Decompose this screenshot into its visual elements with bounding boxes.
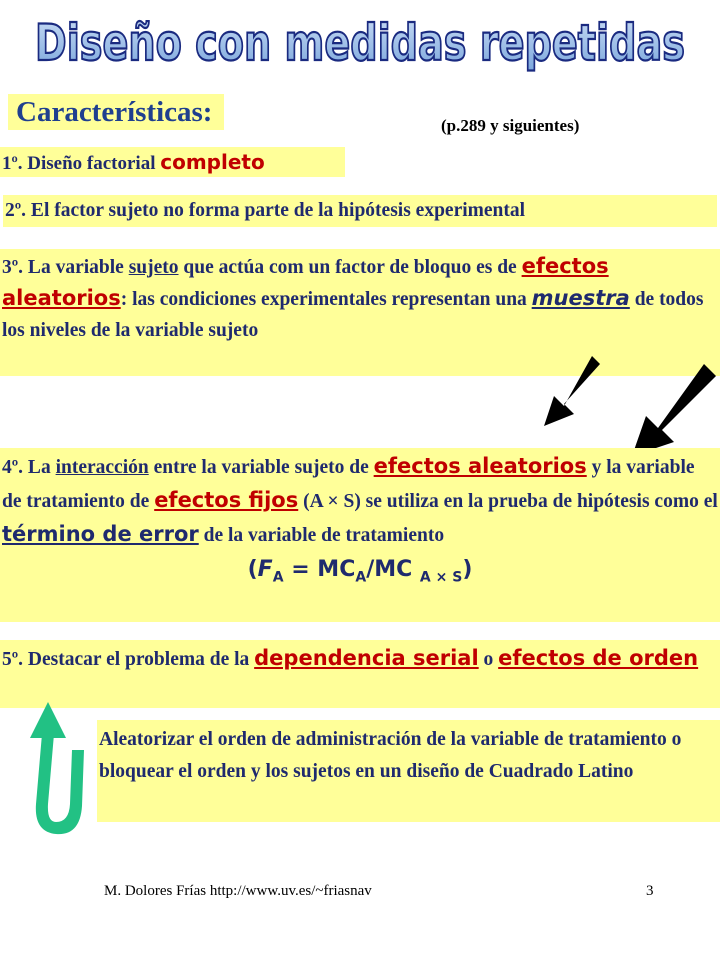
point-1	[0, 147, 345, 177]
point-5	[0, 640, 720, 708]
point-3	[0, 249, 720, 376]
point-1-text: 1º. Diseño factorial	[2, 153, 161, 174]
footer-author: M. Dolores Frías http://www.uv.es/~friasnav	[104, 883, 372, 899]
point-5-text-c: o	[478, 649, 499, 670]
formula-f: F	[257, 557, 273, 582]
point-4-text-i: de la variable de tratamiento	[198, 525, 445, 546]
point-4-text-g: (A × S) se utiliza en la prueba de hipótesis como el	[298, 491, 718, 512]
title-text: Diseño con medidas repetidas	[35, 14, 685, 72]
remedy-text-content: Aleatorizar el orden de administración de la variable de tratamiento o bloquear el orden y los sujetos en un diseño de Cuadrado Latino	[99, 729, 682, 782]
point-5-text-a: 5º. Destacar el problema de la	[2, 649, 255, 670]
point-3-text-g: de todos los niveles de la variable sujeto	[2, 289, 704, 341]
point-3-muestra: muestra	[531, 286, 630, 310]
remedy-text	[97, 720, 720, 822]
formula-f-sub: A	[272, 569, 284, 586]
point-5-efectos-de-orden: efectos de orden	[498, 646, 699, 670]
point-4-termino-de-error: término de error	[2, 522, 199, 546]
point-2-text: 2º. El factor sujeto no forma parte de la hipótesis experimental	[5, 200, 526, 221]
point-4	[0, 448, 720, 622]
point-3-text-a: 3º. La variable	[2, 257, 129, 278]
point-4-efectos-fijos: efectos fijos	[154, 488, 299, 512]
point-4-text-a: 4º. La	[2, 457, 56, 478]
point-4-interaccion: interacción	[55, 457, 149, 478]
f-ratio-formula	[2, 554, 718, 593]
subtitle: Características:	[8, 94, 224, 130]
point-2	[3, 195, 717, 227]
point-3-text-c: que actúa com un factor de bloquo es de	[178, 257, 522, 278]
point-3-text-e: : las condiciones experimentales representan una	[120, 289, 532, 310]
point-4-efectos-aleatorios: efectos aleatorios	[373, 454, 587, 478]
point-3-sujeto: sujeto	[128, 257, 179, 278]
page-reference: (p.289 y siguientes)	[441, 116, 580, 135]
u-turn-arrow-icon	[18, 694, 88, 849]
point-1-emphasis: completo	[160, 150, 265, 174]
point-3-efectos-aleatorios: efectos aleatorios	[2, 254, 609, 310]
point-4-text-c: entre la variable sujeto de	[148, 457, 374, 478]
formula-axs-sub: A × S	[419, 569, 463, 586]
formula-eq: = MC	[283, 557, 356, 582]
point-4-text-e: y la variable de tratamiento de	[2, 457, 695, 512]
formula-slash: /MC	[366, 557, 420, 582]
point-5-dependencia-serial: dependencia serial	[254, 646, 479, 670]
arrow-down-left-icon	[540, 352, 602, 435]
formula-open: (	[247, 557, 258, 582]
slide-title	[20, 2, 700, 76]
page-number: 3	[646, 883, 654, 899]
formula-close: )	[462, 557, 473, 582]
formula-mc-sub: A	[355, 569, 367, 586]
